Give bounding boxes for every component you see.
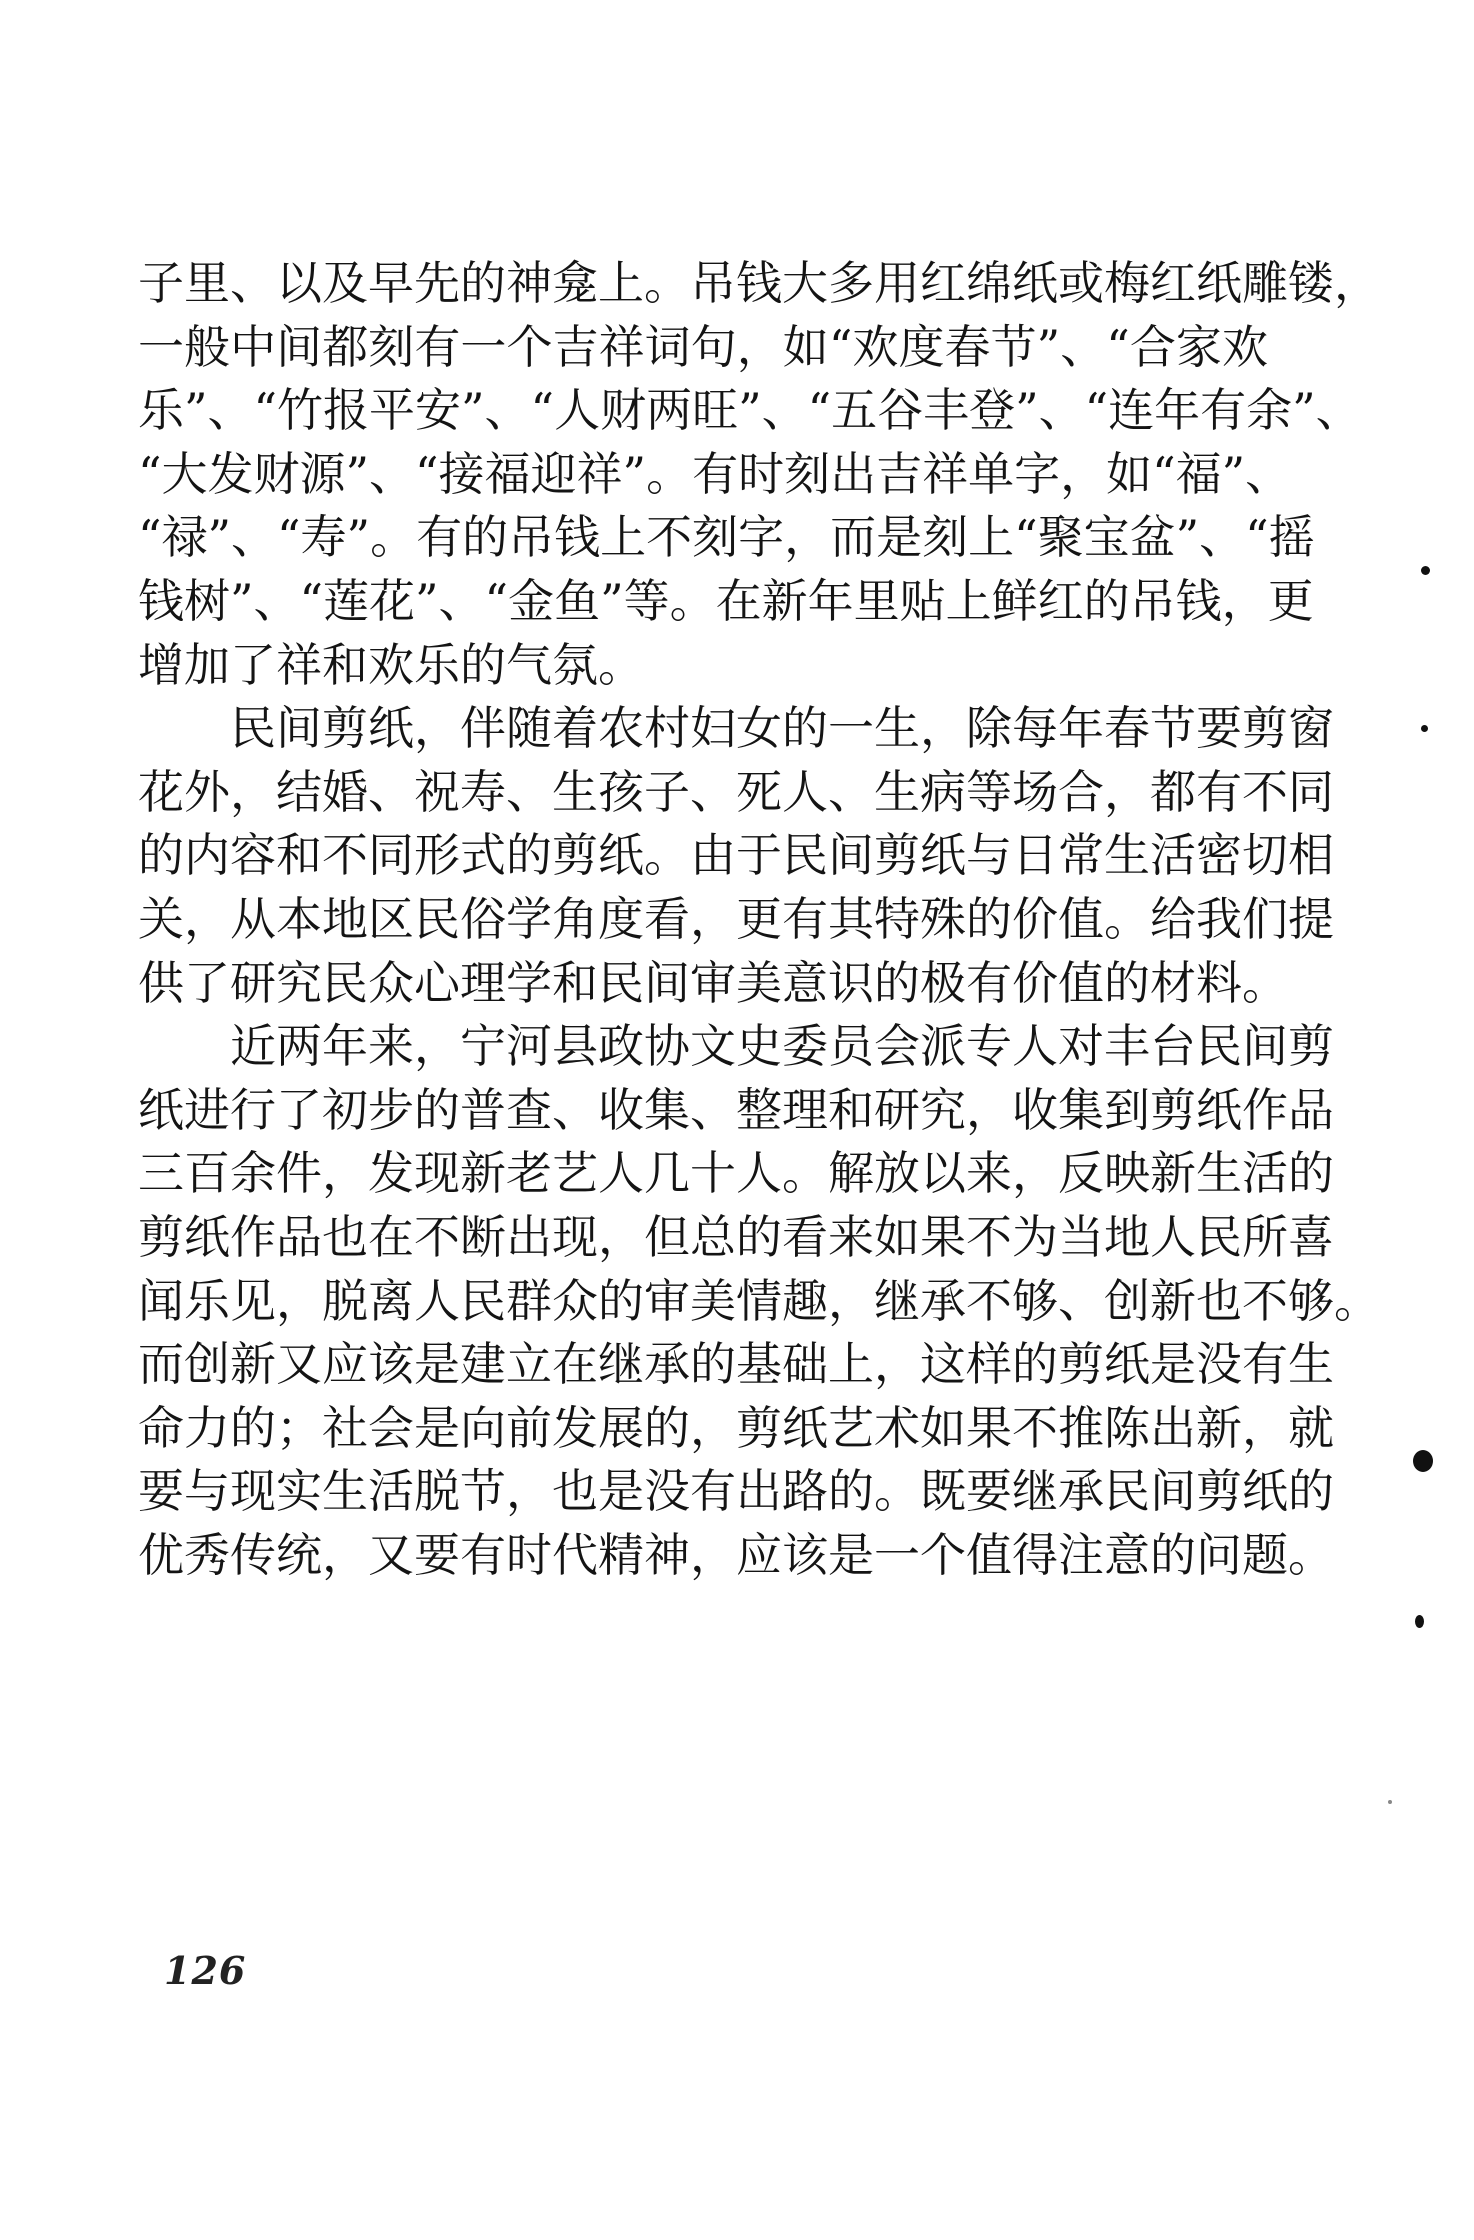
text-line: 一般中间都刻有一个吉祥词句，如“欢度春节”、“合家欢 xyxy=(138,319,1268,374)
text-line: 的内容和不同形式的剪纸。由于民间剪纸与日常生活密切相 xyxy=(138,828,1334,883)
text-line: 增加了祥和欢乐的气氛。 xyxy=(138,637,644,692)
text-line: 乐”、“竹报平安”、“人财两旺”、“五谷丰登”、“连年有余”、 xyxy=(138,383,1362,438)
page-number: 126 xyxy=(164,1948,247,1993)
text-line: “禄”、“寿”。有的吊钱上不刻字，而是刻上“聚宝盆”、“摇 xyxy=(138,510,1315,565)
text-line: 闻乐见，脱离人民群众的审美情趣，继承不够、创新也不够。 xyxy=(138,1273,1380,1328)
ink-speck xyxy=(1421,725,1428,732)
text-line: 要与现实生活脱节，也是没有出路的。既要继承民间剪纸的 xyxy=(138,1464,1334,1519)
text-line: “大发财源”、“接福迎祥”。有时刻出吉祥单字，如“福”、 xyxy=(138,446,1292,501)
text-line: 供了研究民众心理学和民间审美意识的极有价值的材料。 xyxy=(138,955,1288,1010)
ink-speck xyxy=(1421,566,1430,575)
ink-speck xyxy=(1415,1615,1424,1628)
text-line: 钱树”、“莲花”、“金鱼”等。在新年里贴上鲜红的吊钱，更 xyxy=(138,573,1314,628)
text-line: 剪纸作品也在不断出现，但总的看来如果不为当地人民所喜 xyxy=(138,1209,1334,1264)
ink-speck xyxy=(1413,1450,1433,1472)
text-line: 命力的；社会是向前发展的，剪纸艺术如果不推陈出新，就 xyxy=(138,1400,1334,1455)
text-line: 优秀传统，又要有时代精神，应该是一个值得注意的问题。 xyxy=(138,1527,1334,1582)
text-line: 关，从本地区民俗学角度看，更有其特殊的价值。给我们提 xyxy=(138,891,1334,946)
ink-speck xyxy=(1388,1800,1392,1804)
text-line: 花外，结婚、祝寿、生孩子、死人、生病等场合，都有不同 xyxy=(138,764,1334,819)
text-line: 纸进行了初步的普查、收集、整理和研究，收集到剪纸作品 xyxy=(138,1082,1334,1137)
text-line: 三百余件，发现新老艺人几十人。解放以来，反映新生活的 xyxy=(138,1146,1334,1201)
paragraph-first-line: 近两年来，宁河县政协文史委员会派专人对丰台民间剪 xyxy=(230,1019,1334,1074)
text-line: 子里、以及早先的神龛上。吊钱大多用红绵纸或梅红纸雕镂， xyxy=(138,256,1380,310)
body-text xyxy=(138,252,1380,1587)
text-line: 而创新又应该是建立在继承的基础上，这样的剪纸是没有生 xyxy=(138,1337,1334,1392)
paragraph-first-line: 民间剪纸，伴随着农村妇女的一生，除每年春节要剪窗 xyxy=(230,701,1334,756)
